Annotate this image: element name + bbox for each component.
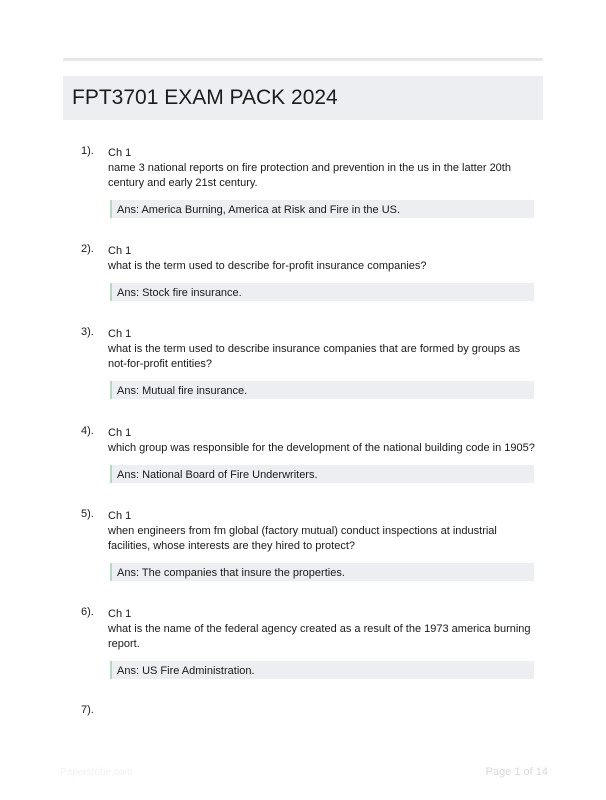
answer-text: Ans: America Burning, America at Risk and Fire in the US. <box>117 204 401 216</box>
answer-box <box>110 283 534 301</box>
answer-box <box>110 563 534 581</box>
question-number: 7). <box>81 704 94 716</box>
page-indicator: Page 1 of 14 <box>485 766 548 778</box>
answer-box <box>110 200 534 218</box>
question-text: what is the name of the federal agency created as a result of the 1973 america burning report. <box>108 623 531 650</box>
answer-text: Ans: Mutual fire insurance. <box>117 385 248 397</box>
question-number: 5). <box>81 508 94 520</box>
question-chapter: Ch 1 <box>108 608 132 620</box>
question-text: which group was responsible for the development of the national building code in 1905? <box>108 442 535 454</box>
question-number: 3). <box>81 326 94 338</box>
answer-text: Ans: The companies that insure the properties. <box>117 567 345 579</box>
question-number: 4). <box>81 425 94 437</box>
footer-watermark: Paperstobe.com <box>60 767 133 778</box>
answer-box <box>110 661 534 679</box>
answer-text: Ans: US Fire Administration. <box>117 665 255 677</box>
question-number: 2). <box>81 243 94 255</box>
answer-box <box>110 465 534 483</box>
title-banner <box>63 76 543 120</box>
question-text: when engineers from fm global (factory mutual) conduct inspections at industrial facilities, whose interests are they hired to protect? <box>108 525 497 552</box>
question-number: 6). <box>81 606 94 618</box>
question-chapter: Ch 1 <box>108 147 132 159</box>
question-chapter: Ch 1 <box>108 328 132 340</box>
question-text: what is the term used to describe insurance companies that are formed by groups as not-for-profit entities? <box>108 343 521 370</box>
page-title: FPT3701 EXAM PACK 2024 <box>72 86 338 109</box>
question-number: 1). <box>81 145 94 157</box>
question-text: name 3 national reports on fire protection and prevention in the us in the latter 20th century and early 21st century. <box>108 162 511 189</box>
answer-text: Ans: Stock fire insurance. <box>117 287 242 299</box>
top-divider <box>63 58 543 61</box>
question-chapter: Ch 1 <box>108 510 132 522</box>
answer-text: Ans: National Board of Fire Underwriters. <box>117 469 318 481</box>
question-chapter: Ch 1 <box>108 427 132 439</box>
question-chapter: Ch 1 <box>108 245 132 257</box>
answer-box <box>110 381 534 399</box>
question-text: what is the term used to describe for-profit insurance companies? <box>108 260 427 272</box>
